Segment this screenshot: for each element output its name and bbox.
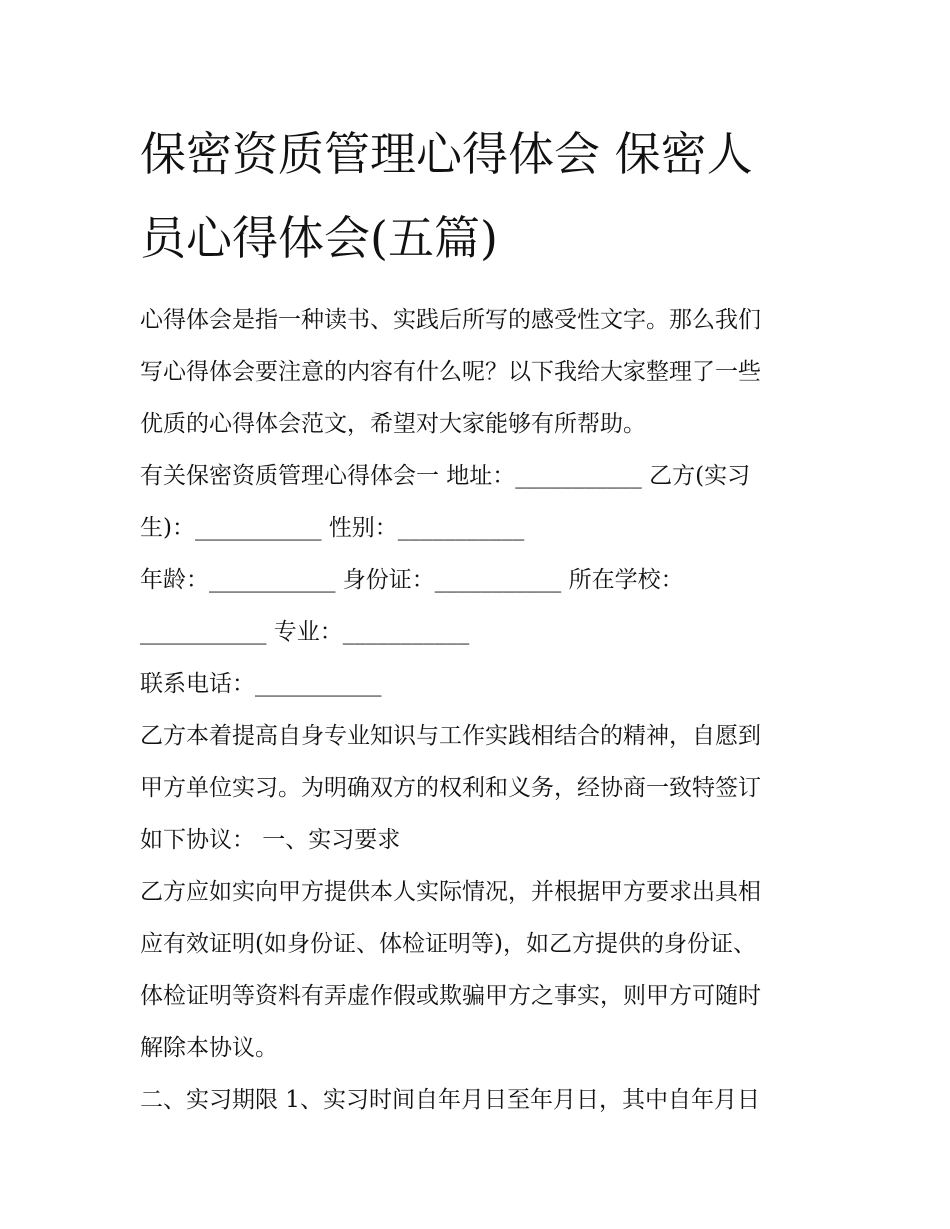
text-line: 心得体会是指一种读书、实践后所写的感受性文字。那么我们 xyxy=(140,307,761,333)
text-line: 二、实习期限 1、实习时间自年月日至年月日，其中自年月日 xyxy=(140,1087,760,1113)
text-line: 解除本协议。 xyxy=(140,1035,278,1061)
document-title xyxy=(140,112,820,280)
period-paragraph xyxy=(140,1074,820,1126)
text-line: ___________ 专业：___________ xyxy=(140,619,470,645)
title-line-2: 员心得体会(五篇) xyxy=(140,211,498,265)
text-line: 有关保密资质管理心得体会一 地址：___________ 乙方(实习 xyxy=(140,463,751,489)
requirements-paragraph xyxy=(140,866,820,1074)
document-page xyxy=(140,112,820,1126)
intro-paragraph xyxy=(140,294,820,450)
text-line: 乙方本着提高自身专业知识与工作实践相结合的精神，自愿到 xyxy=(140,723,761,749)
text-line: 年龄：___________ 身份证：___________ 所在学校： xyxy=(140,567,684,593)
form-fields-paragraph xyxy=(140,450,820,554)
form-fields-paragraph-2 xyxy=(140,554,820,658)
text-line: 如下协议： 一、实习要求 xyxy=(140,827,401,853)
agreement-paragraph xyxy=(140,710,820,866)
title-line-1: 保密资质管理心得体会 保密人 xyxy=(140,127,753,181)
text-line: 联系电话：___________ xyxy=(140,671,382,697)
text-line: 优质的心得体会范文，希望对大家能够有所帮助。 xyxy=(140,411,646,437)
text-line: 写心得体会要注意的内容有什么呢？以下我给大家整理了一些 xyxy=(140,359,761,385)
text-line: 应有效证明(如身份证、体检证明等)，如乙方提供的身份证、 xyxy=(140,931,756,957)
text-line: 体检证明等资料有弄虚作假或欺骗甲方之事实，则甲方可随时 xyxy=(140,983,761,1009)
text-line: 生)：___________ 性别：___________ xyxy=(140,515,525,541)
text-line: 乙方应如实向甲方提供本人实际情况，并根据甲方要求出具相 xyxy=(140,879,761,905)
phone-field-paragraph xyxy=(140,658,820,710)
text-line: 甲方单位实习。为明确双方的权利和义务，经协商一致特签订 xyxy=(140,775,761,801)
